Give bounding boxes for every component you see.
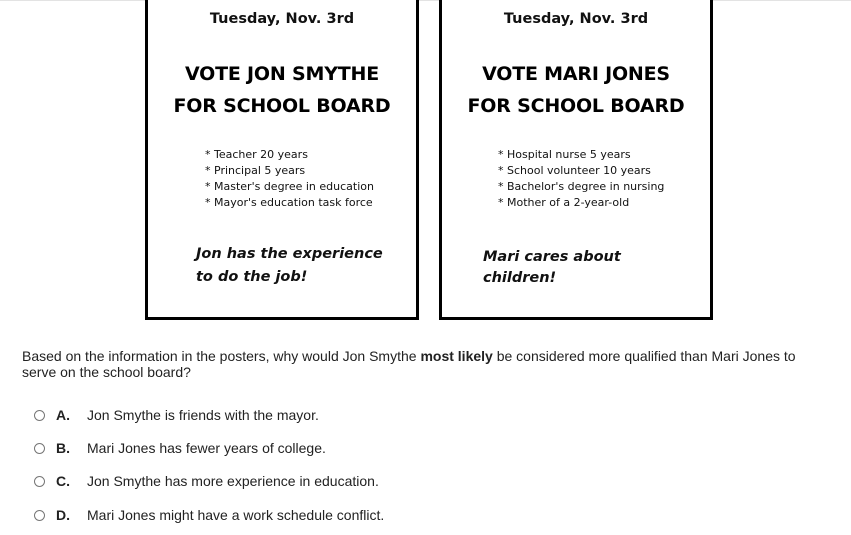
poster-headline: VOTE JON SMYTHE	[184, 63, 379, 85]
qualification-item: * Principal 5 years	[205, 163, 374, 179]
poster-mari-jones	[439, 0, 713, 320]
qualification-item: * Teacher 20 years	[205, 147, 374, 163]
slogan-line: Jon has the experience	[196, 246, 383, 262]
slogan-line: children!	[483, 270, 557, 286]
radio-button-icon[interactable]	[34, 510, 45, 521]
qualification-item: * Mayor's education task force	[205, 195, 374, 211]
poster-slogan	[196, 243, 383, 289]
qualification-item: * School volunteer 10 years	[498, 163, 664, 179]
choice-text: Jon Smythe is friends with the mayor.	[87, 407, 319, 423]
qualification-item: * Hospital nurse 5 years	[498, 147, 664, 163]
question-text: Based on the information in the posters, why would Jon Smythe	[22, 348, 421, 364]
qualifications-list	[205, 147, 374, 211]
qualifications-list	[498, 147, 664, 211]
poster-headline: VOTE MARI JONES	[482, 63, 670, 85]
top-divider	[0, 0, 851, 1]
choice-letter: C.	[56, 473, 70, 489]
question-emphasis: most likely	[420, 348, 493, 364]
qualification-item: * Bachelor's degree in nursing	[498, 179, 664, 195]
poster-jon-smythe	[145, 0, 419, 320]
poster-headline-subtitle: FOR SCHOOL BOARD	[467, 95, 685, 117]
choice-letter: B.	[56, 440, 70, 456]
answer-choice-d[interactable]	[34, 506, 384, 524]
radio-button-icon[interactable]	[34, 410, 45, 421]
slogan-line: to do the job!	[196, 269, 308, 285]
poster-date: Tuesday, Nov. 3rd	[209, 11, 355, 27]
answer-choice-c[interactable]	[34, 472, 379, 490]
choice-text: Jon Smythe has more experience in education.	[87, 473, 379, 489]
choice-letter: A.	[56, 407, 70, 423]
question-text-end: be considered more qualified than Mari Jones to serve on the school board?	[22, 348, 796, 380]
answer-choice-b[interactable]	[34, 439, 326, 457]
answer-choice-a[interactable]	[34, 406, 319, 424]
choice-text: Mari Jones has fewer years of college.	[87, 440, 326, 456]
poster-date: Tuesday, Nov. 3rd	[503, 11, 649, 27]
qualification-item: * Mother of a 2-year-old	[498, 195, 664, 211]
choice-letter: D.	[56, 507, 70, 523]
question-prompt	[22, 348, 832, 380]
slogan-line: Mari cares about	[483, 249, 621, 265]
radio-button-icon[interactable]	[34, 476, 45, 487]
choice-text: Mari Jones might have a work schedule conflict.	[87, 507, 385, 523]
poster-headline-subtitle: FOR SCHOOL BOARD	[173, 95, 391, 117]
qualification-item: * Master's degree in education	[205, 179, 374, 195]
poster-slogan	[483, 247, 621, 289]
radio-button-icon[interactable]	[34, 443, 45, 454]
